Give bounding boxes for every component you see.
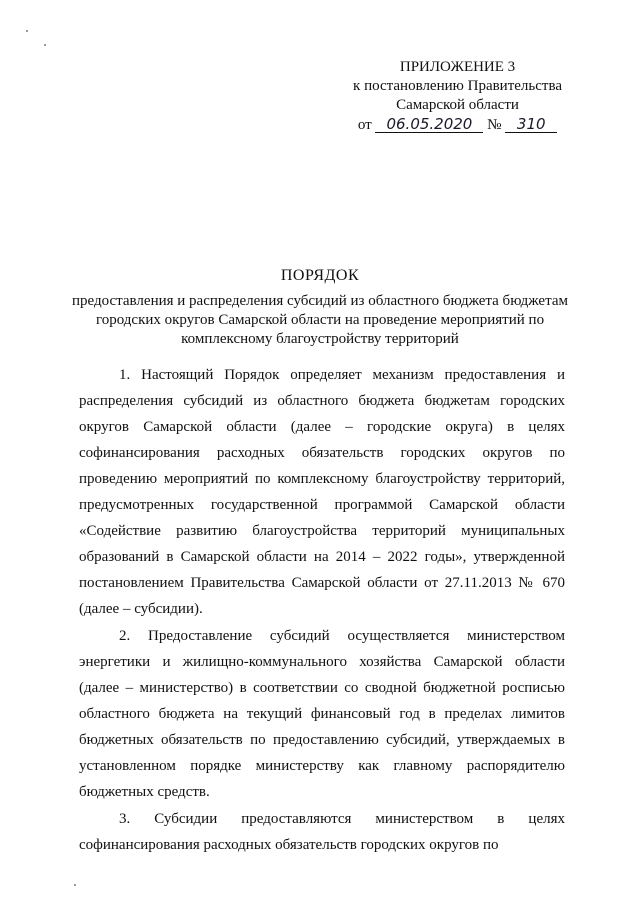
date-prefix: от — [357, 117, 372, 133]
scan-speck — [44, 44, 46, 46]
appendix-decree-ref: к постановлению Правительства — [353, 78, 562, 94]
handwritten-number: 310 — [505, 116, 557, 133]
scan-speck — [26, 30, 28, 32]
appendix-block — [353, 58, 562, 135]
paragraph-1: 1. Настоящий Порядок определяет механизм предоставления и распределения субсидий из областного бюджета бюджетам городских округов Самарской области (далее – городские округа) в целях софинансирования расходных обязательств городских округов по проведению мероприятий по комплексному благоустройству территорий, предусмотренных государственной программой Самарской области «Содействие развитию благоустройства территорий муниципальных образований в Самарской области на 2014 – 2022 годы», утвержденной постановлением Правительства Самарской области от 27.11.2013 № 670 (далее – субсидии). — [79, 367, 565, 617]
document-body — [79, 362, 565, 858]
appendix-region: Самарской области — [396, 97, 519, 113]
scan-speck — [74, 884, 76, 886]
appendix-title: ПРИЛОЖЕНИЕ 3 — [399, 59, 516, 75]
document-title: ПОРЯДОК — [280, 267, 360, 284]
handwritten-date: 06.05.2020 — [375, 116, 483, 133]
appendix-date-line — [353, 116, 562, 135]
number-prefix: № — [487, 117, 502, 133]
paragraph-2: 2. Предоставление субсидий осуществляется министерством энергетики и жилищно-коммунального хозяйства Самарской области (далее – министерство) в соответствии со сводной бюджетной росписью областного бюджета на текущий финансовый год в пределах лимитов бюджетных обязательств по предоставлению субсидий, утверждаемых в установленном порядке министерству как главному распорядителю бюджетных средств. — [79, 628, 565, 800]
document-subtitle: предоставления и распределения субсидий из областного бюджета бюджетам городских округов Самарской области на проведение мероприятий по комплексному благоустройству территорий — [72, 293, 568, 347]
paragraph-3: 3. Субсидии предоставляются министерством в целях софинансирования расходных обязательств городских округов по — [79, 811, 565, 853]
document-heading — [60, 266, 580, 349]
